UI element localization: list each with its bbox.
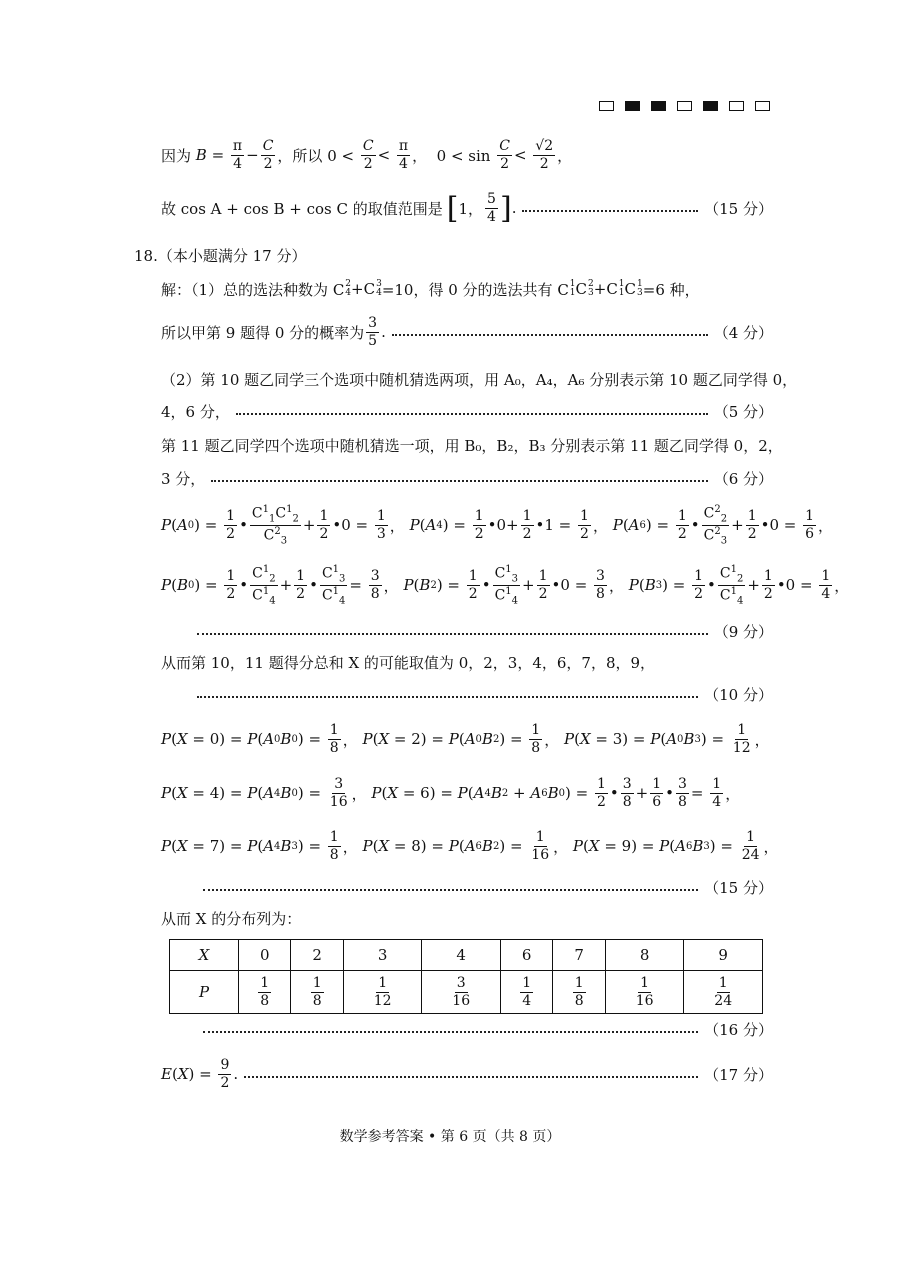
- table-cell: 2: [291, 940, 343, 971]
- table-cell: $\frac{1}{16}$: [605, 971, 684, 1014]
- formula-px-3: P ( X = 7) = P ( A 4 B 3 ) = $\frac{1}{8}$ ， P ( X = 8) = P ( A 6 B 2 ) = $\frac{1}{16}$ ， P ( X = 9) = P ( A 6 B 3 ) = $\frac{1}{24}$ ，: [161, 829, 779, 863]
- mark-empty: [755, 101, 770, 111]
- mark-empty: [677, 101, 692, 111]
- q18-line-2: 所以甲第 9 题得 0 分的概率为 $\frac{3}{5}$ . （4 分）: [161, 315, 773, 349]
- formula-px-1: P ( X = 0) = P ( A 0 B 0 ) = $\frac{1}{8}$ ， P ( X = 2) = P ( A 0 B 2 ) = $\frac{1}{8}$ ， P ( X = 3) = P ( A 0 B 3 ) = $\frac{1}{12}$ ，: [161, 722, 770, 756]
- score-line-16: [203, 1018, 773, 1040]
- mark-filled: [651, 101, 666, 111]
- score: （5 分）: [713, 402, 773, 421]
- table-cell: $\frac{1}{8}$: [553, 971, 605, 1014]
- table-cell: 4: [422, 940, 501, 971]
- mark-filled: [625, 101, 640, 111]
- table-cell: $\frac{1}{12}$: [343, 971, 422, 1014]
- q18-line-4: [161, 400, 773, 422]
- score: （10 分）: [704, 685, 773, 704]
- score-line-10: [197, 683, 773, 705]
- table-cell: $\frac{1}{8}$: [239, 971, 291, 1014]
- line-range-b: 因为 B = $\frac{\pi}{4}$ − $\frac{C}{2}$ ，所以 0 < $\frac{C}{2}$ < $\frac{\pi}{4}$ ， 0 < sin $\frac{C}{2}$ < $\frac{√2}{2}$ ，: [161, 138, 573, 172]
- score: （15 分）: [704, 878, 773, 897]
- score: （16 分）: [704, 1020, 773, 1039]
- q18-line-4-prefix: 4，6 分，: [161, 402, 230, 421]
- distribution-label: 从而 X 的分布列为：: [161, 910, 302, 928]
- q18-line-6: [161, 467, 773, 489]
- q18-line-6-prefix: 3 分，: [161, 469, 206, 488]
- table-cell: 0: [239, 940, 291, 971]
- q18-line-5: 第 11 题乙同学四个选项中随机猜选一项，用 B₀，B₂，B₃ 分别表示第 11 题乙同学得 0，2，: [161, 437, 783, 455]
- expectation-line: E ( X ) = $\frac{9}{2}$ . （17 分）: [161, 1057, 773, 1091]
- score: （17 分）: [704, 1065, 773, 1084]
- question-18-title: 18.（本小题满分 17 分）: [134, 247, 307, 265]
- mark-empty: [599, 101, 614, 111]
- line-2-prefix: 故 cos A + cos B + cos C 的取值范围是: [161, 199, 443, 218]
- score: （6 分）: [713, 469, 773, 488]
- table-header-x: X: [170, 940, 239, 971]
- distribution-table: [169, 939, 763, 1014]
- table-cell: $\frac{1}{24}$: [684, 971, 763, 1014]
- score-line-9: [197, 620, 773, 642]
- table-cell: 3: [343, 940, 422, 971]
- table-cell: 6: [500, 940, 552, 971]
- score: （4 分）: [713, 323, 773, 342]
- table-cell: $\frac{1}{8}$: [291, 971, 343, 1014]
- table-header-p: P: [170, 971, 239, 1014]
- table-cell: $\frac{1}{4}$: [500, 971, 552, 1014]
- q18-line-3: （2）第 10 题乙同学三个选项中随机猜选两项，用 A₀，A₄，A₆ 分别表示第 10 题乙同学得 0，: [161, 371, 798, 389]
- table-cell: 7: [553, 940, 605, 971]
- page-footer: 数学参考答案 • 第 6 页（共 8 页）: [339, 1129, 561, 1145]
- table-cell: 8: [605, 940, 684, 971]
- formula-px-2: P ( X = 4) = P ( A 4 B 0 ) = $\frac{3}{16}$ ， P ( X = 6) = P ( A 4 B 2 + A 6 B 0 ) = $\frac{1}{2}$ • $\frac{3}{8}$ + $\frac{1}{6}$ • $\frac{3}{8}$ = $\frac{1}{4}$ ，: [161, 776, 741, 810]
- line-range-result: 故 cos A + cos B + cos C 的取值范围是 [ 1， $\frac{5}{4}$ ] . （15 分）: [161, 190, 773, 226]
- q18-line-1: 解：（1）总的选法种数为 C 2 4 +C 3 4 =10，得 0 分的选法共有 C 1 1 C 2 3 +C 1 1 C 1 3 =6 种，: [161, 279, 700, 299]
- score: （9 分）: [713, 622, 773, 641]
- formula-pa: P ( A 0 ) = $\frac{1}{2}$ • $\frac{C^1_1C^1_2}{C^2_3}$ + $\frac{1}{2}$ •0 = $\frac{1}{3}$ ， P ( A 4 ) = $\frac{1}{2}$ •0+ $\frac{1}{2}$ •1 = $\frac{1}{2}$ ， P ( A 6 ) = $\frac{1}{2}$ • $\frac{C^2_2}{C^2_3}$ + $\frac{1}{2}$ •0 = $\frac{1}{6}$ ，: [161, 503, 834, 546]
- table-row-x: [170, 940, 763, 971]
- mark-empty: [729, 101, 744, 111]
- score: （15 分）: [704, 199, 773, 218]
- mark-filled: [703, 101, 718, 111]
- score-line-15: [203, 876, 773, 898]
- table-cell: 9: [684, 940, 763, 971]
- q18-x-values: 从而第 10，11 题得分总和 X 的可能取值为 0，2，3，4，6，7，8，9，: [161, 654, 656, 672]
- table-cell: $\frac{3}{16}$: [422, 971, 501, 1014]
- table-row-p: [170, 971, 763, 1014]
- q18-line-2-prefix: 所以甲第 9 题得 0 分的概率为: [161, 323, 365, 342]
- formula-pb: P ( B 0 ) = $\frac{1}{2}$ • $\frac{C^1_2}{C^1_4}$ + $\frac{1}{2}$ • $\frac{C^1_3}{C^1_4}$ = $\frac{3}{8}$ ， P ( B 2 ) = $\frac{1}{2}$ • $\frac{C^1_3}{C^1_4}$ + $\frac{1}{2}$ •0 = $\frac{3}{8}$ ， P ( B 3 ) = $\frac{1}{2}$ • $\frac{C^1_2}{C^1_4}$ + $\frac{1}{2}$ •0 = $\frac{1}{4}$ ，: [161, 563, 850, 606]
